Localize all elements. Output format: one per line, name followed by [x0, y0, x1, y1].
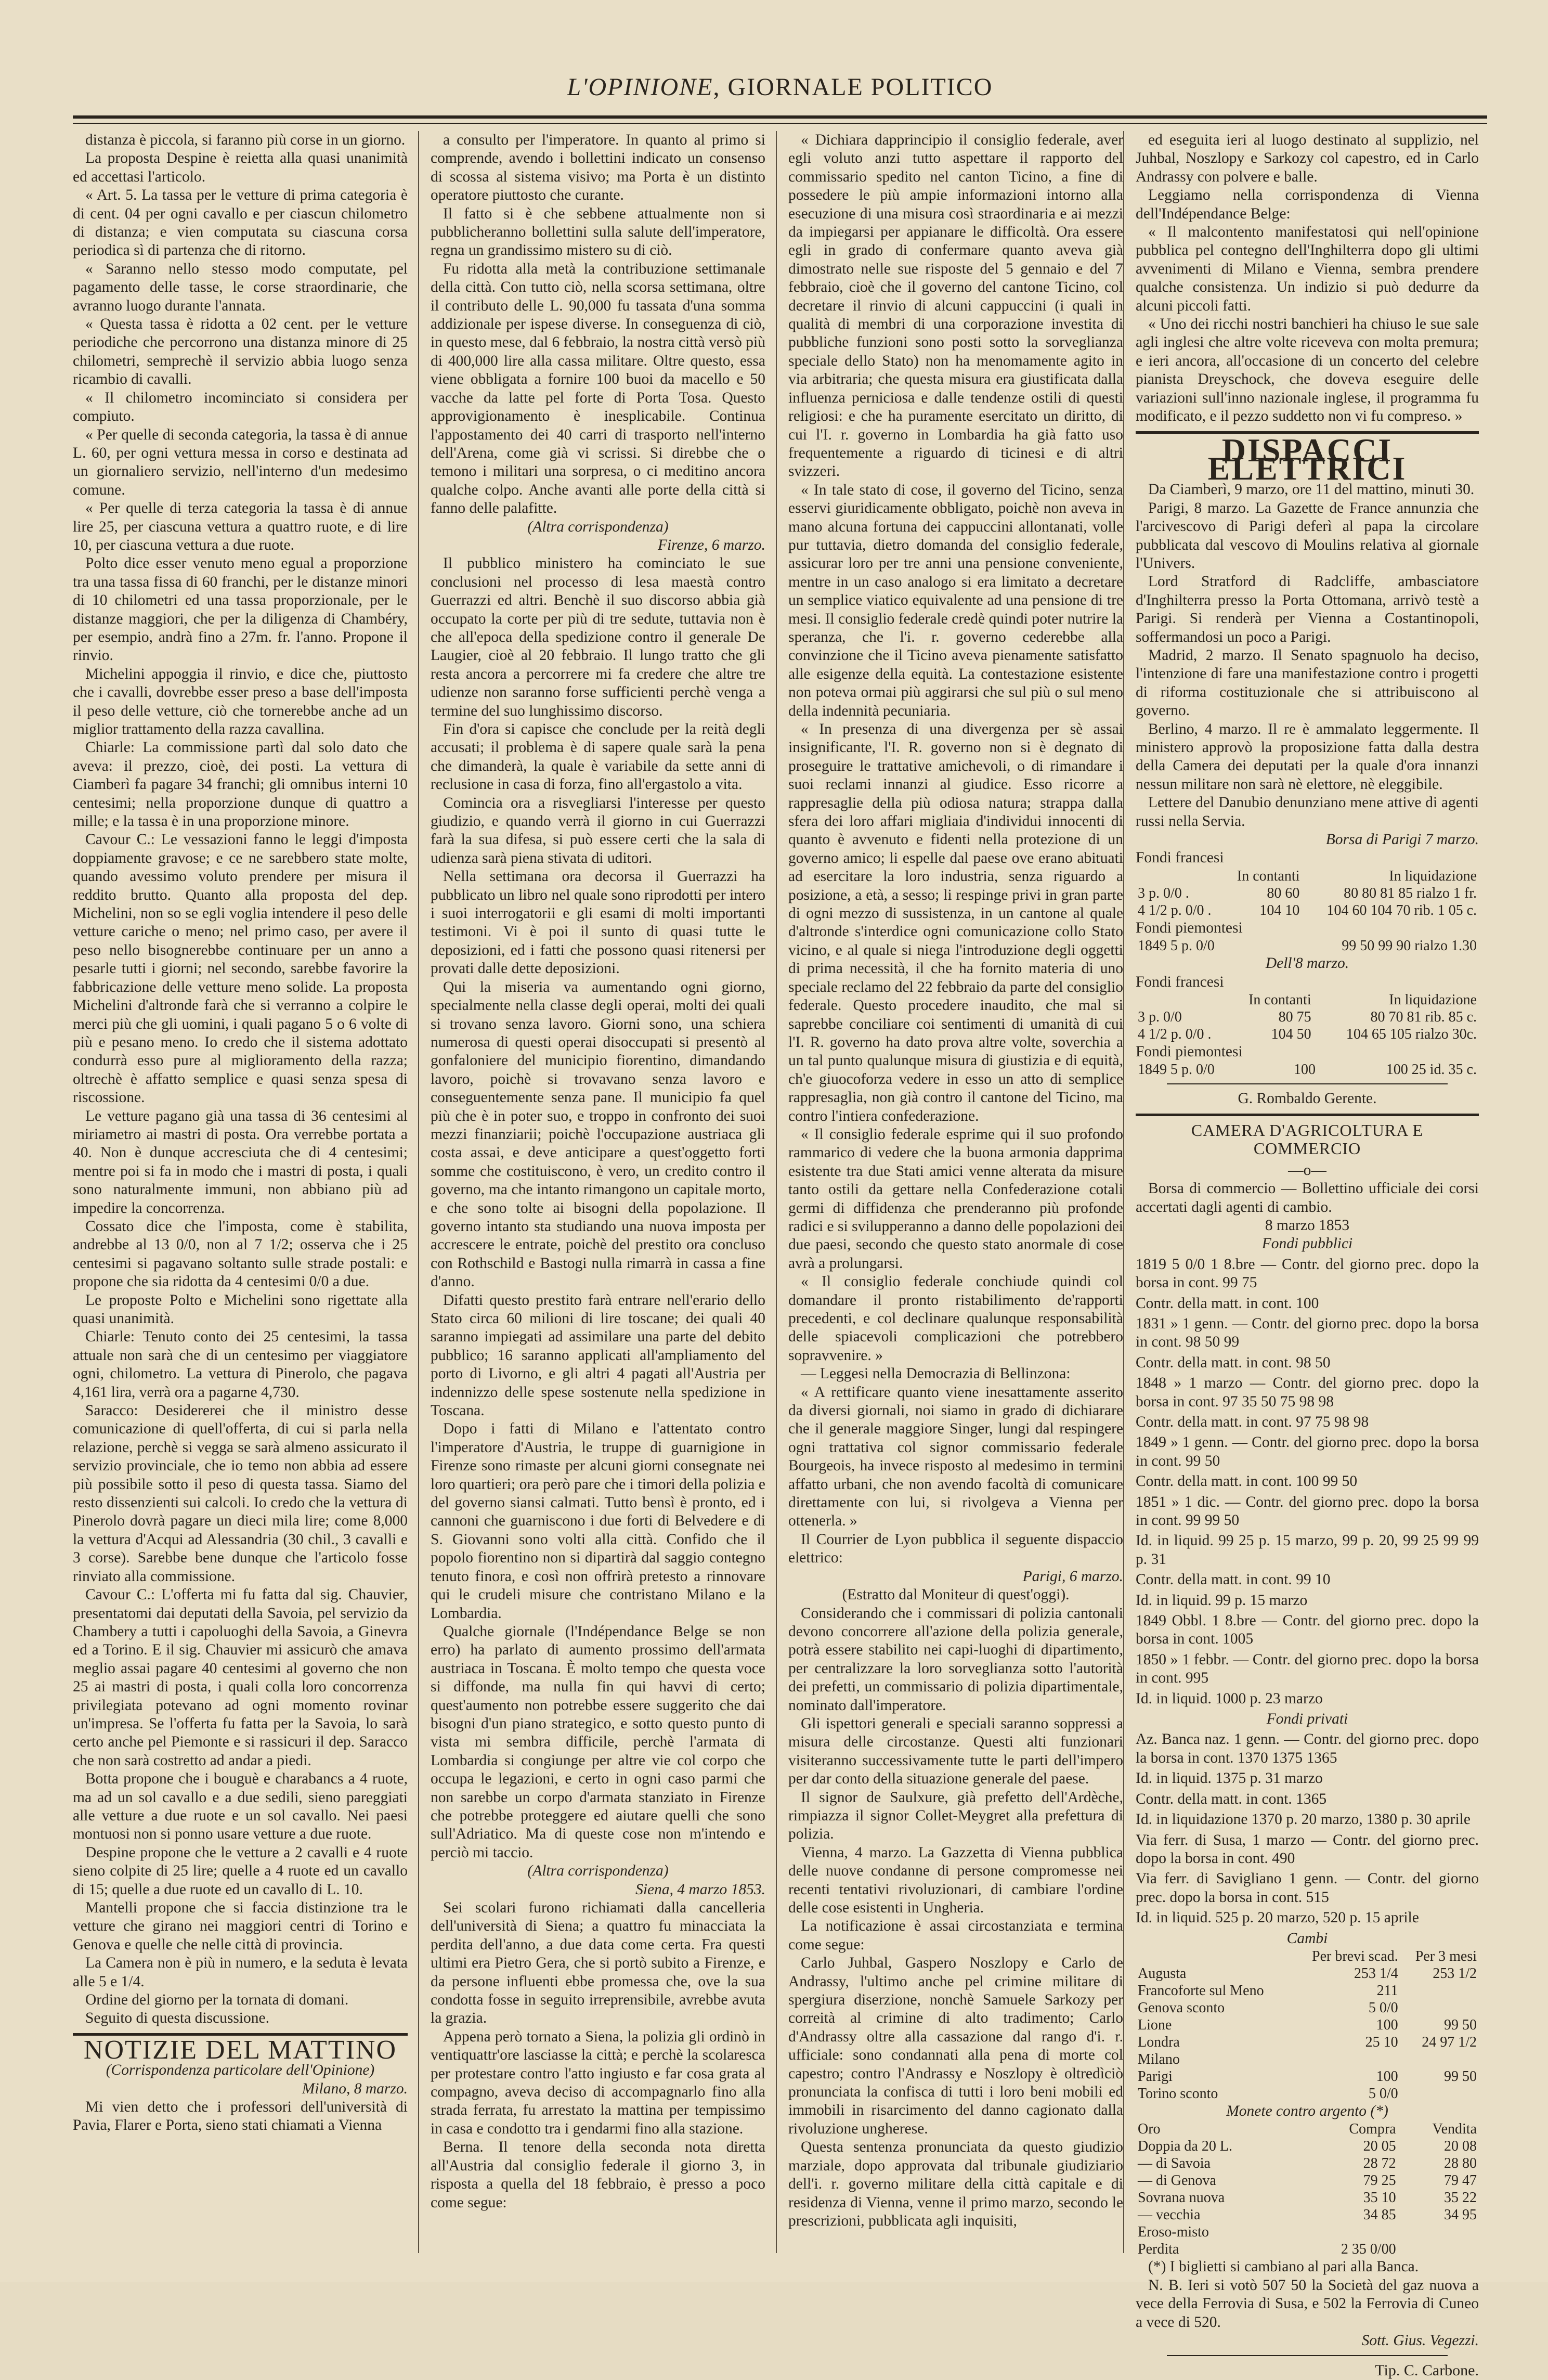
- table-cell: 24 97 1/2: [1422, 2034, 1477, 2050]
- paragraph: « Per quelle di terza categoria la tassa è di annue lire 25, per ciascuna vettura a quattro ruote, e di lire 10, per ciascuna vettura a due ruote.: [73, 500, 408, 553]
- table-cell: 25 10: [1365, 2034, 1398, 2050]
- paragraph: « Per quelle di seconda categoria, la tassa è di annue L. 60, per ogni vettura messa in corso e destinata ad un giornaliero servizio, nell'interno d'un medesimo comune.: [73, 426, 408, 498]
- table-cell: 104 10: [1259, 902, 1300, 919]
- column-3: [788, 131, 1123, 2230]
- paragraph: Ordine del giorno per la tornata di domani.: [85, 1991, 349, 2009]
- table-cell: 5 0/0: [1368, 2085, 1398, 2102]
- monete-table: [1136, 2120, 1479, 2258]
- milano-report: [431, 131, 765, 518]
- paragraph: Berlino, 4 marzo. Il re è ammalato leggermente. Il ministero approvò la proposizione fatta dalla destra della Camera dei deputati per la quale d'ora innanzi nessun militare non sarà nè elettore, nè eleggibile.: [1136, 720, 1479, 793]
- table-cell: 20 08: [1444, 2138, 1477, 2155]
- table-cell: Londra: [1138, 2034, 1180, 2050]
- table-cell: Compra: [1349, 2121, 1396, 2138]
- table-cell: [1136, 1948, 1292, 1965]
- table-cell: — vecchia: [1138, 2207, 1201, 2223]
- table-cell: 100: [1376, 2068, 1398, 2085]
- paragraph: La notificazione è assai circostanziata e termina come segue:: [788, 1918, 1123, 1953]
- hdr-contanti-2: In contanti: [1248, 992, 1311, 1008]
- paragraph: Polto dice esser venuto meno egual a proporzione tra una tassa fissa di 60 franchi, per le distanze minori di 10 chilometri ed una tassa proporzionale, per le distanze maggiori, che per la diligenza di Chambéry, per esempio, andrà fino a 27m. fr. l'anno. Propone il rinvio.: [73, 555, 408, 664]
- table-row: [1136, 937, 1479, 954]
- masthead: [73, 73, 1487, 101]
- table-row: [1136, 2189, 1479, 2206]
- dispacci-intro: Da Ciamberì, 9 marzo, ore 11 del mattino, minuti 30.: [1148, 481, 1475, 498]
- siena-report: [431, 1899, 765, 2212]
- table-cell: [1400, 2051, 1479, 2068]
- berna-report: [788, 131, 1123, 1568]
- paragraph: Berna. Il tenore della seconda nota diretta all'Austria dal consiglio federale il giorno 3, in risposta a quella del 18 febbraio, è presso a poco come segue:: [431, 2139, 765, 2211]
- table-cell: Augusta: [1138, 1965, 1187, 1982]
- paragraph: Le vetture pagano già una tassa di 36 centesimi al miriametro ai mastri di posta. Ora verrebbe portata a 40. Non è dunque accresciuta che di 4 centesimi; mentre poi si fa in modo che i mastri di posta, i quali sono naturalmente immuni, non abbiano più ad impedire la concorrenza.: [73, 1107, 408, 1217]
- paragraph: Chiarle: Tenuto conto dei 25 centesimi, la tassa attuale non sarà che di un centesimo per viaggiatore ogni, chilometro. La vettura di Pinerolo, che pagava 4,161 lira, verrà ora a pagarne 4,730.: [73, 1328, 408, 1401]
- cambi-label: Cambi: [1286, 1930, 1328, 1947]
- borsa-7-piem: [1136, 937, 1479, 954]
- table-cell: Per brevi scad.: [1312, 1948, 1398, 1964]
- paragraph: Michelini appoggia il rinvio, e dice che, piuttosto che i cavalli, dovrebbe esser preso a base dell'imposta il peso delle vetture, ciò che tornerebbe anche ad un miglior trattamento della razza cavallina.: [73, 665, 408, 738]
- paragraph: Lord Stratford di Radcliffe, ambasciatore d'Inghilterra presso la Porta Ottomana, arrivò testè a Parigi. Si renderà per Vienna a Costantinopoli, soffermandosi un poco a Parigi.: [1136, 573, 1479, 645]
- fondi-piemontesi-label-2: Fondi piemontesi: [1136, 1043, 1243, 1060]
- vienna-report: [1136, 131, 1479, 426]
- table-cell: 3 p. 0/0 .: [1138, 885, 1189, 901]
- paragraph: ed eseguita ieri al luogo destinato al supplizio, nel Juhbal, Noszlopy e Sarkozy col capestro, ed in Carlo Andrassy con polvere e balle.: [1136, 132, 1479, 185]
- quote-line: 1850 » 1 febbr. — Contr. del giorno prec. dopo la borsa in cont. 995: [1136, 1651, 1479, 1687]
- quote-line: Id. in liquid. 1000 p. 23 marzo: [1136, 1690, 1323, 1707]
- quote-line: Contr. della matt. in cont. 97 75 98 98: [1136, 1413, 1369, 1430]
- table-cell: 4 1/2 p. 0/0 .: [1138, 1026, 1212, 1043]
- fondi-privati-list: [1136, 1730, 1479, 1927]
- table-row: [1136, 2223, 1479, 2241]
- paragraph: — Leggesi nella Democrazia di Bellinzona:: [801, 1365, 1071, 1382]
- camera-title: CAMERA D'AGRICOLTURA E COMMERCIO: [1191, 1120, 1424, 1158]
- table-row: [1136, 2138, 1479, 2155]
- table-cell: 100: [1294, 1062, 1316, 1078]
- table-cell: 34 95: [1444, 2207, 1477, 2223]
- table-cell: Genova sconto: [1138, 1999, 1225, 2016]
- table-cell: 211: [1376, 1982, 1398, 1999]
- table-cell: Perdita: [1138, 2241, 1179, 2258]
- paragraph: Cossato dice che l'imposta, come è stabilita, andrebbe al 13 0/0, non al 7 1/2; osserva che i 25 centesimi si pagavano soltanto sulle strade postali: e propone che sia ridotta da 4 centesimi 0/0 a due.: [73, 1218, 408, 1290]
- parigi-vienna-report: [788, 1605, 1123, 2231]
- table-cell: 79 47: [1444, 2172, 1477, 2189]
- table-cell: 253 1/4: [1354, 1965, 1398, 1982]
- borsa-7-table: [1136, 868, 1479, 919]
- quote-line: Id. in liquidazione 1370 p. 20 marzo, 1380 p. 30 aprile: [1136, 1811, 1471, 1828]
- paragraph: Appena però tornato a Siena, la polizia gli ordinò in ventiquattr'ore lasciasse la città; e perchè la scolaresca per protestare contro l'atto ingiusto e far cosa grata al compagno, aveva deciso di accompagnarlo fino alla strada ferrata, fu arrestato la mattina per tempissimo in casa e condotto tra i gendarmi fino alla stazione.: [431, 2028, 765, 2137]
- table-cell: [1398, 2223, 1479, 2241]
- table-row: [1136, 1982, 1479, 1999]
- table-cell: Sovrana nuova: [1138, 2190, 1225, 2206]
- paragraph: « Il chilometro incominciato si considera per compiuto.: [73, 389, 408, 425]
- paragraph: Le proposte Polto e Michelini sono rigettate alla quasi unanimità.: [73, 1291, 408, 1327]
- section-rule: [1136, 1114, 1479, 1116]
- header-rule: [73, 115, 1487, 119]
- column-rule: [1123, 131, 1124, 2253]
- paragraph: Mantelli propone che si faccia distinzione tra le vetture che girano nei maggiori centri di Torino e Genova e quelle che nelle città di provincia.: [73, 1899, 408, 1953]
- table-cell: 99 50 99 90 rialzo 1.30: [1342, 938, 1477, 954]
- table-cell: 35 22: [1444, 2190, 1477, 2206]
- paragraph: « Il malcontento manifestatosi qui nell'opinione pubblica pel contegno dell'Inghilterra dopo gli ultimi avvenimenti di Milano e Vienna, sembra prendere qualche consistenza. Un indizio si può dedurre da alcuni piccoli fatti.: [1136, 224, 1479, 314]
- table-cell: 80 70 81 rib. 85 c.: [1370, 1009, 1477, 1026]
- hdr-liquidazione-2: In liquidazione: [1389, 992, 1477, 1008]
- table-cell: Torino sconto: [1138, 2085, 1218, 2102]
- quote-line: 1848 » 1 marzo — Contr. del giorno prec. dopo la borsa in cont. 97 35 50 75 98 98: [1136, 1375, 1479, 1410]
- table-row: [1136, 2155, 1479, 2172]
- notizie-place: Milano, 8 marzo.: [302, 2080, 408, 2097]
- table-row: [1136, 2206, 1479, 2223]
- dispacci-title: DISPACCI ELETTRICI: [1207, 431, 1407, 487]
- quote-line: Id. in liquid. 1375 p. 31 marzo: [1136, 1770, 1323, 1787]
- table-cell: 35 10: [1363, 2190, 1396, 2206]
- table-cell: 104 60 104 70 rib. 1 05 c.: [1326, 902, 1477, 919]
- quote-line: 1849 Obbl. 1 8.bre — Contr. del giorno prec. dopo la borsa in cont. 1005: [1136, 1612, 1479, 1648]
- header-rule-thin: [73, 123, 1487, 124]
- table-cell: 99 50: [1444, 2016, 1477, 2033]
- borsa-parigi-title: Borsa di Parigi 7 marzo.: [1325, 831, 1479, 848]
- paragraph: Fu ridotta alla metà la contribuzione settimanale della città. Con tutto ciò, nella scorsa settimana, oltre il contributo delle L. 90,000 fu tassata d'una somma addizionale per ispese diverse. In conseguenza di ciò, in questo mese, dal 6 febbraio, la nostra città versò più di 400,000 lire alla cassa militare. Oltre questo, essa viene obbligata a fornire 100 buoi da macello e 50 vacche da latte pel forte di Porta Tosa. Questo approvigionamento è inesplicabile. Continua l'appostamento dei 40 carri di trasporto nell'interno dell'Arena, come già vi scrissi. Si direbbe che o temono i militari una sorpresa, o ci meditino ancora qualche colpo. Anche avanti alle porte della città si fanno delle palafitte.: [431, 260, 765, 517]
- paragraph: « In presenza di una divergenza per sè assai insignificante, l'I. R. governo non si è degnato di proseguire le trattative amichevoli, o di rimandare i suoi reclami innanzi al giudice. Esso ricorre a rappresaglie della più odiosa natura; strappa dalla sfera dei loro affari migliaia d'individui innocenti di quanto è avvenuto e fidenti nella protezione di un governo amico; li espelle dal paese ove erano abituati ad esercitare la loro industria, senza riguardo a posizione, a età, a sesso; li respinge privi in gran parte di ogni mezzo di sussistenza, in un cantone al quale d'altronde s'interdice ogni comunicazione collo Stato vicino, e al quale si niega l'introduzione degli oggetti di prima necessità, il che ha fornito materia di uno speciale reclamo del 22 febbraio da parte del consiglio federale. Questo procedere inaudito, che mal si saprebbe conciliare coi sentimenti di umanità di cui l'I. R. governo ha dato prova altre volte, soverchia a un tal punto qualunque misura di giustizia e di equità, ch'e giuocoforza vedere in esso un atto di semplice rappresaglia, non già contro il cantone del Ticino, ma contro l'intiera confederazione.: [788, 721, 1123, 1124]
- table-cell: 104 50: [1271, 1026, 1311, 1043]
- paragraph: Cavour C.: Le vessazioni fanno le leggi d'imposta doppiamente gravose; e ce ne sarebbero state molte, quando avessimo voluto prendere per misura il reddito brutto. Quanto alla proposta del dep. Michelini, non so se egli voglia intendere il peso delle vetture cariche o meno; nel primo caso, per avere il peso nello bisognerebbe continuare per un anno a pesarle tutti i giorni; nel secondo, sarebbe favorire la fabbricazione delle vetture meno solide. La proposta Michelini d'altronde farà che si verranno a colpire le merci più che gli uomini, i quali pagano 5 o 6 volte di più e pesano meno. Io credo che il sistema adottato condurrà esso pure al miglioramento della razza; oltrechè è affatto semplice e quasi senza spesa di riscossione.: [73, 831, 408, 1106]
- quote-line: Contr. della matt. in cont. 98 50: [1136, 1354, 1331, 1371]
- table-cell: Doppia da 20 L.: [1138, 2138, 1232, 2155]
- table-row: [1136, 1061, 1479, 1078]
- paragraph: Chiarle: La commissione partì dal solo dato che aveva: il prezzo, cioè, dei posti. La vettura di Ciamberì fa pagare 34 franchi; gli omnibus interni 10 centesimi; nella proporzione dunque di quattro a mille; e la tassa è in una proporzione minore.: [73, 739, 408, 830]
- quote-line: Contr. della matt. in cont. 100 99 50: [1136, 1473, 1358, 1490]
- column-rule: [418, 131, 419, 2253]
- table-cell: 28 72: [1363, 2155, 1396, 2172]
- table-row: [1136, 1026, 1479, 1043]
- table-cell: [1300, 2223, 1398, 2241]
- paragraph: Il Courrier de Lyon pubblica il seguente dispaccio elettrico:: [788, 1531, 1123, 1567]
- notizie-subtitle: (Corrispondenza particolare dell'Opinione): [106, 2062, 375, 2079]
- paragraph: Difatti questo prestito farà entrare nell'erario dello Stato circa 60 milioni di lire toscane; dei quali 40 saranno impiegati ad assimilare una parte del debito pubblico; 16 saranno applicati all'ampliamento del porto di Livorno, e gli altri 4 pagati all'Austria per indennizzo delle spese sostenute nella spedizione in Toscana.: [431, 1291, 765, 1419]
- camera-dash: —o—: [1288, 1161, 1326, 1179]
- quote-line: Via ferr. di Susa, 1 marzo — Contr. del giorno prec. dopo la borsa in cont. 490: [1136, 1831, 1479, 1867]
- paragraph: Qui la miseria va aumentando ogni giorno, specialmente nella classe degli operai, molti dei quali si trovano senza lavoro. Giorni sono, una schiera numerosa di questi operai disoccupati si presentò al gonfaloniere del municipio fiorentino, dimandando lavoro, poichè si trovavano senza lavoro e conseguentemente senza pane. Il municipio fa quel più che è in poter suo, e troppo in confronto dei suoi mezzi finanziarii; poichè l'occupazione austriaca gli costa assai, e deve anticipare a quest'oggetto forti somme che costituiscono, è vero, un credito contro il governo, ma che intanto rimangono un capitale morto, e che sono tolte ai bisogni della popolazione. Il governo intanto sta studiando una nuova imposta per accrescere le entrate, poichè del prestito ora concluso con Rothschild e Bastogi nulla rimarrà in cassa a fine d'anno.: [431, 978, 765, 1290]
- table-cell: Francoforte sul Meno: [1138, 1982, 1264, 1999]
- table-cell: 1849 5 p. 0/0: [1138, 1062, 1215, 1078]
- paragraph: « Il consiglio federale esprime qui il suo profondo rammarico di vedere che la buona armonia dapprima esistente tra due Stati amici venne alterata da misure tanto ostili da gettare nella Confederazione cotali germi di diffidenza che prenderanno più profonde radici e si svilupperanno a danno delle popolazioni dei due paesi, secondo che questo stato anormale di cose avrà a prolungarsi.: [788, 1126, 1123, 1272]
- borsa-8-table: [1136, 991, 1479, 1043]
- paragraph: Il fatto si è che sebbene attualmente non si pubblicheranno bollettini sulla salute dell'imperatore, regna un grandissimo mistero su di ciò.: [431, 205, 765, 259]
- column-4: [1136, 131, 1479, 2380]
- nota-biglietti: (*) I biglietti si cambiano al pari alla Banca.: [1148, 2258, 1419, 2275]
- notizie-title: NOTIZIE DEL MATTINO: [83, 2035, 397, 2065]
- table-row: [1136, 2016, 1479, 2034]
- table-cell: [1400, 1999, 1479, 2016]
- table-row: [1136, 2068, 1479, 2085]
- table-row: [1136, 2120, 1479, 2138]
- paragraph: Seguito di questa discussione.: [85, 2010, 269, 2027]
- quote-line: 1851 » 1 dic. — Contr. del giorno prec. dopo la borsa in cont. 99 99 50: [1136, 1493, 1479, 1529]
- siena-dateline: Siena, 4 marzo 1853.: [635, 1881, 765, 1898]
- table-row: [1136, 2241, 1479, 2258]
- quote-line: Id. in liquid. 525 p. 20 marzo, 520 p. 15 aprile: [1136, 1909, 1419, 1926]
- table-cell: 5 0/0: [1368, 1999, 1398, 2016]
- hdr-contanti: In contanti: [1237, 868, 1300, 884]
- quote-line: 1831 » 1 genn. — Contr. del giorno prec. dopo la borsa in cont. 98 50 99: [1136, 1315, 1479, 1351]
- table-cell: 34 85: [1363, 2207, 1396, 2223]
- hdr-liquidazione: In liquidazione: [1389, 868, 1477, 884]
- rule: [1167, 1083, 1448, 1084]
- borsa-8-piem: [1136, 1061, 1479, 1078]
- paragraph: « Dichiara dapprincipio il consiglio federale, aver egli voluto anzi tutto aspettare il rapporto del commissario spedito nel canton Ticino, a fine di possedere le più ampie informazioni intorno alla esecuzione di una misura così straordinaria e ai mezzi da impiegarsi per appianare le difficoltà. Ora essere egli in grado di confermare quanto aveva già dimostrato nelle sue risposte del 5 gennaio e del 7 febbraio, cioè che il governo del cantone Ticino, col decretare il rinvio di alcuni cappuccini (i quali in qualità di membri di una corporazione investita di pubbliche funzioni sono posti sotto la sorveglianza speciale dello Stato) non ha menomamente agito in via arbitraria; che questa misura era giustificata dalla influenza perniciosa e dalle tendenze ostili di questi religiosi: e che ha puramente esercitato un diritto, di cui l'I. r. governo in Lombardia ha già fatto uso frequentemente a riguardo di ticinesi e di altri svizzeri.: [788, 132, 1123, 480]
- table-cell: Milano: [1138, 2051, 1180, 2067]
- paragraph: Leggiamo nella corrispondenza di Vienna dell'Indépendance Belge:: [1136, 187, 1479, 222]
- table-row: [1136, 1948, 1479, 1965]
- table-cell: 20 05: [1363, 2138, 1396, 2155]
- altra-corrispondenza-1: (Altra corrispondenza): [527, 518, 669, 535]
- paragraph: « Saranno nello stesso modo computate, pel pagamento delle tasse, le corse straordinarie, che avranno luogo durante l'annata.: [73, 260, 408, 314]
- table-cell: 4 1/2 p. 0/0 .: [1138, 902, 1212, 919]
- paragraph: Carlo Juhbal, Gaspero Noszlopy e Carlo de Andrassy, l'ultimo anche pel crimine militare di spergiura diserzione, nonchè Samuele Sarkozy per correità al crimine di alto tradimento; Carlo d'Andrassy oltre alla cassazione dal rango d'i. r. ufficiale: sono condannati alla pena di morte col capestro; contro l'Andrassy e Noszlopy è oltredìciò pronunciata la confisca di tutti i loro beni mobili ed immobili in risarcimento del danno cagionato dalla rivoluzione ungherese.: [788, 1955, 1123, 2137]
- column-2: [431, 131, 765, 2212]
- table-cell: Eroso-misto: [1138, 2224, 1209, 2241]
- rule: [1167, 2355, 1448, 2356]
- parliament-report: [73, 131, 408, 2028]
- gerente: G. Rombaldo Gerente.: [1238, 1090, 1377, 1107]
- data-borsa: 8 marzo 1853: [1265, 1217, 1350, 1234]
- paragraph: Parigi, 8 marzo. La Gazette de France annunzia che l'arcivescovo di Parigi deferì al papa la circolare pubblicata dal vescovo di Moulins relativa al giornale l'Univers.: [1136, 499, 1479, 572]
- column-rule: [776, 131, 777, 2253]
- table-row: [1136, 2051, 1479, 2068]
- fondi-privati-label: Fondi privati: [1266, 1711, 1348, 1728]
- paragraph: Despine propone che le vetture a 2 cavalli e 4 ruote sieno colpite di 25 lire; quelle a 4 ruote ed un cavallo di 15; quelle a due ruote ed un cavallo di L. 10.: [73, 1844, 408, 1898]
- paragraph: Qualche giornale (l'Indépendance Belge se non erro) ha parlato di aumento prossimo dell'armata austriaca in Toscana. È molto tempo che questa voce si diffonde, ma nulla fin qui havvi di certo; quest'aumento non potrebbe essere suggerito che dai bisogni d'un piano strategico, e sotto questo punto di vista mi sembra difficile, perchè l'armata di Lombardia si congiunge per altre vie col corpo che occupa le legazioni, e certo in ogni caso parmi che non sarebbe un corpo d'armata stanziato in Firenze che potrebbe proteggere ed aiutare quelli che sono sull'Adriatico. Ma di queste cose non m'intendo e perciò mi taccio.: [431, 1623, 765, 1861]
- cambi-table: [1136, 1948, 1479, 2102]
- fondi-francesi-label: Fondi francesi: [1136, 849, 1224, 866]
- paragraph: Nella settimana ora decorsa il Guerrazzi ha pubblicato un libro nel quale sono riprodotti per intero i suoi interrogatorii e gli esami di molti importanti testimoni. Vi è poi il sunto di quasi tutte le deposizioni, ed i fatti che possono quasi ritenersi per provati dalle dette deposizioni.: [431, 868, 765, 977]
- quote-line: 1819 5 0/0 1 8.bre — Contr. del giorno prec. dopo la borsa in cont. 99 75: [1136, 1256, 1479, 1291]
- quote-line: Id. in liquid. 99 25 p. 15 marzo, 99 p. 20, 99 25 99 99 p. 31: [1136, 1532, 1479, 1568]
- table-cell: 99 50: [1444, 2068, 1477, 2085]
- table-row: [1136, 2172, 1479, 2189]
- paragraph: Saracco: Desidererei che il ministro desse comunicazione di quell'offerta, di cui si parla nella relazione, perchè si vegga se sarà almeno assicurato il servizio provinciale, che io temo non abbia ad essere più possibile sotto il peso di questa tassa. Siamo del resto dissenzienti sui calcoli. Io credo che la vettura di Pinerolo dovrà pagare un dieci mila lire; come 8,000 la vettura d'Acqui ad Alessandria (30 chil., 3 cavalli e 3 corse). Sarebbe bene dunque che l'articolo fosse rinviato alla commissione.: [73, 1402, 408, 1585]
- fondi-piemontesi-label: Fondi piemontesi: [1136, 919, 1243, 936]
- table-row: [1136, 1999, 1479, 2016]
- table-row: [1136, 1965, 1479, 1982]
- table-cell: 80 60: [1267, 885, 1300, 901]
- notizie-text: Mi vien detto che i professori dell'università di Pavia, Flarer e Porta, sieno stati chiamati a Vienna: [73, 2099, 408, 2134]
- paragraph: Fin d'ora si capisce che conclude per la reità degli accusati; il problema è di sapere quale sarà la pena che dimanderà, la quale è variabile da sette anni di reclusione in casa di forza, fino all'ergastolo a vita.: [431, 721, 765, 793]
- paragraph: La Camera non è più in numero, e la seduta è levata alle 5 e 1/4.: [73, 1955, 408, 1990]
- table-cell: Vendita: [1432, 2121, 1477, 2138]
- column-1: [73, 131, 408, 2135]
- paragraph: « Uno dei ricchi nostri banchieri ha chiuso le sue sale agli inglesi che altre volte riceveva con molta premura; e ieri ancora, all'occasione di un concerto del celebre pianista Dreyschock, che doveva eseguire delle variazioni sull'inno nazionale inglese, il programma fu modificato, e il pezzo suddetto non vi fu compreso. »: [1136, 316, 1479, 425]
- paragraph: Gli ispettori generali e speciali saranno soppressi a misura delle circostanze. Questi alti funzionari visiteranno successivamente tutte le parti dell'impero per dar conto della situazione generale del paese.: [788, 1715, 1123, 1788]
- paragraph: Vienna, 4 marzo. La Gazzetta di Vienna pubblica delle nuove condanne di persone compromesse nei recenti tentativi rivoluzionari, di cambiare l'ordine delle cose esistenti in Ungheria.: [788, 1844, 1123, 1916]
- quote-line: 1849 » 1 genn. — Contr. del giorno prec. dopo la borsa in cont. 99 50: [1136, 1434, 1479, 1469]
- paragraph: La proposta Despine è reietta alla quasi unanimità ed accettasi l'articolo.: [73, 150, 408, 185]
- table-cell: 79 25: [1363, 2172, 1396, 2189]
- dell8-title: Dell'8 marzo.: [1265, 955, 1349, 972]
- paragraph: « Art. 5. La tassa per le vetture di prima categoria è di cent. 04 per ogni cavallo e per ciascun chilometro di distanza; e vien computata su ciascuna corsa periodica sì di partenza che di ritorno.: [73, 187, 408, 259]
- firenze-dateline: Firenze, 6 marzo.: [657, 536, 765, 553]
- quote-line: Az. Banca naz. 1 genn. — Contr. del giorno prec. dopo la borsa in cont. 1370 1375 1365: [1136, 1731, 1479, 1766]
- dispacci-list: [1136, 499, 1479, 831]
- table-row: [1136, 2034, 1479, 2051]
- table-cell: Per 3 mesi: [1415, 1948, 1477, 1964]
- paragraph: Comincia ora a risvegliarsi l'interesse per questo giudizio, e quando verrà il giorno in cui Guerrazzi farà la sua difesa, si può essere certi che la sala di udienza sarà piena stivata di uditori.: [431, 794, 765, 866]
- table-cell: Lione: [1138, 2016, 1172, 2033]
- paragraph: « A rettificare quanto viene inesattamente asserito da diversi giornali, noi siamo in grado di dichiarare che il generale maggiore Singer, lungi dal respingere ogni trattativa col signor commissario federale Bourgeois, ha invece rispostо al medesimo in termini affatto urbani, che non avendo facoltà di comunicare direttamente con lui, si rivolgeva a Vienna per ottenerla. »: [788, 1383, 1123, 1530]
- paragraph: distanza è piccola, si faranno più corse in un giorno.: [85, 132, 406, 148]
- nota-signature: Sott. Gius. Vegezzi.: [1361, 2332, 1479, 2349]
- table-cell: 80 75: [1278, 1009, 1311, 1026]
- quote-line: Id. in liquid. 99 p. 15 marzo: [1136, 1592, 1308, 1609]
- paragraph: Questa sentenza pronunciata da questo giudizio marziale, dopo approvata dal tribunale giudiziario dell'i. r. governo militare della città capitale e di residenza di Vienna, venne il primo marzo, secondo le prescrizioni, pubblicata agli inquisiti,: [788, 2139, 1123, 2229]
- paragraph: Il signor de Saulxure, già prefetto dell'Ardèche, rimpiazza il signor Collet-Meygret alla prefettura di polizia.: [788, 1789, 1123, 1843]
- table-cell: 104 65 105 rialzo 30c.: [1346, 1026, 1477, 1043]
- table-cell: [1400, 1982, 1479, 1999]
- paragraph: Sei scolari furono richiamati dalla cancelleria dell'università di Siena; a quattro fu minacciata la perdita dell'anno, a due data come certa. Fra questi ultimi era Pietro Gera, che si portò subito a Firenze, e da persone influenti ebbe promessa che, ove la sua condotta fosse in seguito irreprensibile, avrebbe avuta la grazia.: [431, 1899, 765, 2027]
- table-cell: 28 80: [1444, 2155, 1477, 2172]
- quote-line: Contr. della matt. in cont. 1365: [1136, 1790, 1327, 1807]
- paragraph: Cavour C.: L'offerta mi fu fatta dal sig. Chauvier, presentatomi dai deputati della Savoia, pel servizio da Chambery a tutti i capoluoghi della Savoia, a Ginevra ed a Torino. E il sig. Chauvier mi assicurò che amava meglio assai pagare 40 centesimi al governo che non 25 ai mastri di posta, i quali colla loro concorrenza privilegiata potevano ad ogni momento rovinar un'impresa. Se l'offerta fu fatta per la Savoia, lo sarà certo anche pel Piemonte e si rassicuri il dep. Saracco che non sarà costretto ad andar a piedi.: [73, 1586, 408, 1769]
- table-cell: 100: [1376, 2016, 1398, 2033]
- firenze-report: [431, 554, 765, 1862]
- paragraph: a consulto per l'imperatore. In quanto al primo si comprende, avendo i bollettini indicato un consenso di scossa al sistema visivo; ma Porta è un distinto operatore piuttosto che curante.: [431, 132, 765, 204]
- table-cell: 100 25 id. 35 c.: [1386, 1062, 1477, 1078]
- monete-label: Monete contro argento (*): [1226, 2102, 1388, 2119]
- table-cell: [1292, 2051, 1400, 2068]
- tipografia: Tip. C. Carbone.: [1375, 2362, 1479, 2379]
- altra-corrispondenza-2: (Altra corrispondenza): [527, 1862, 669, 1880]
- paragraph: Dopo i fatti di Milano e l'attentato contro l'imperatore d'Austria, le truppe di guarnigione in Firenze sono rimaste per alcuni giorni consegnate nei loro quartieri; ora però pare che i timori della polizia e del governo siansi calmati. Tutto bensì è pronto, ed i cannoni che guarniscono i due forti di Belvedere e di S. Giovanni sono volti alla città. Confido che il popolo fiorentino non si dipartirà dal saggio contegno tenuto finora, e così non offrirà pretesto a rinnovare qui le crudeli misure che contristano Milano e la Lombardia.: [431, 1420, 765, 1622]
- table-cell: 2 35 0/00: [1341, 2241, 1396, 2258]
- paragraph: Il pubblico ministero ha cominciato le sue conclusioni nel processo di lesa maestà contro Guerrazzi ed altri. Benchè il suo discorso abbia già occupato la corte per più di tre sedute, tuttavia non è che all'epoca della spedizione contro il generale De Laugier, cioè al 20 febbraio. Il lungo tratto che gli resta ancora a percorrere mi fa credere che altre tre udienze non saranno forse sufficienti perchè venga a termine del suo lunghissimo discorso.: [431, 555, 765, 719]
- table-cell: Oro: [1138, 2121, 1161, 2138]
- paragraph: « Il consiglio federale conchiude quindi col domandare il pronto ristabilimento de'rapporti precedenti, e col declinare qualunque responsabilità delle spiacevoli complicazioni che potrebbero sopravvenire. »: [788, 1273, 1123, 1364]
- quote-line: Contr. della matt. in cont. 100: [1136, 1295, 1319, 1312]
- table-cell: 3 p. 0/0: [1138, 1009, 1182, 1026]
- table-cell: Parigi: [1138, 2068, 1173, 2085]
- table-cell: — di Genova: [1138, 2172, 1216, 2189]
- table-cell: [1259, 937, 1266, 954]
- table-cell: 80 80 81 85 rialzo 1 fr.: [1344, 885, 1477, 901]
- paragraph: Considerando che i commissari di polizia cantonali devono concorrere all'azione della polizia generale, potrà essere stabilito nei capi-luoghi di dipartimento, per centralizzare la loro sorveglianza sotto l'autorità dei prefetti, un commissario di polizia dipartimentale, nominato dall'imperatore.: [788, 1605, 1123, 1714]
- table-cell: [1400, 2085, 1479, 2102]
- fondi-pubblici-list: [1136, 1256, 1479, 1708]
- parigi-dateline: Parigi, 6 marzo.: [1022, 1568, 1123, 1585]
- table-cell: — di Savoia: [1138, 2155, 1211, 2172]
- estratto-note: (Estratto dal Moniteur di quest'oggi).: [842, 1586, 1070, 1603]
- nota-nb: N. B. Ieri si votò 507 50 la Società del gaz nuova a vece della Ferrovia di Susa, e 502 la Ferrovia di Cuneo a vece di 520.: [1136, 2276, 1479, 2331]
- table-cell: 253 1/2: [1433, 1965, 1477, 1982]
- table-row: [1136, 885, 1479, 902]
- quote-line: Via ferr. di Savigliano 1 genn. — Contr. del giorno prec. dopo la borsa in cont. 515: [1136, 1870, 1479, 1906]
- fondi-francesi-label-2: Fondi francesi: [1136, 973, 1224, 990]
- paragraph: Lettere del Danubio denunziano mene attive di agenti russi nella Servia.: [1136, 794, 1479, 830]
- quote-line: Contr. della matt. in cont. 99 10: [1136, 1571, 1331, 1588]
- paragraph: Botta propone che i bouguè e charabancs a 4 ruote, ma ad un sol cavallo e a due sedili, sieno pareggiati alle vetture a due ruote e un sol cavallo. Nei paesi montuosi non si ponno usare vetture a due ruote.: [73, 1770, 408, 1843]
- table-row: [1136, 2085, 1479, 2102]
- paragraph: « Questa tassa è ridotta a 02 cent. per le vetture periodiche che percorrono una distanza minore di 25 chilometri, semprechè il servizio abbia luogo senza ricambio di cavalli.: [73, 316, 408, 388]
- table-cell: [1398, 2241, 1479, 2258]
- table-row: [1136, 902, 1479, 919]
- fondi-pubblici-label: Fondi pubblici: [1261, 1235, 1353, 1252]
- paragraph: Madrid, 2 marzo. Il Senato spagnuolo ha deciso, l'intenzione di fare una manifestazione contro i progetti di riforma costituzionale che si attribuiscono al governo.: [1136, 646, 1479, 719]
- masthead-subtitle: , GIORNALE POLITICO: [713, 73, 993, 101]
- table-cell: 1849 5 p. 0/0: [1138, 938, 1215, 954]
- borsa-commercio: Borsa di commercio — Bollettino ufficiale dei corsi accertati dagli agenti di cambio.: [1136, 1180, 1479, 1215]
- table-row: [1136, 1008, 1479, 1026]
- masthead-title: L'OPINIONE: [567, 73, 713, 101]
- paragraph: « In tale stato di cose, il governo del Ticino, senza esservi giuridicamente obbligato, poichè non aveva in mano alcuna fortuna dei cappuccini allontanati, volle pur tuttavia, dietro domanda del consiglio federale, assicurar loro per tre anni una pensione conveniente, mentre in un caso analogo si era limitato a decretare un semplice viatico equivalente ad una pensione di tre mesi. Il consiglio federale credè quindi poter nutrire la speranza, che l'i. r. governo cederebbe alla convinzione che il Ticino aveva pienamente satisfatto alle esigenze della equità. La contestazione esistente non poteva ormai più aggirarsi che sul più o sul meno della indennità pecuniaria.: [788, 481, 1123, 719]
